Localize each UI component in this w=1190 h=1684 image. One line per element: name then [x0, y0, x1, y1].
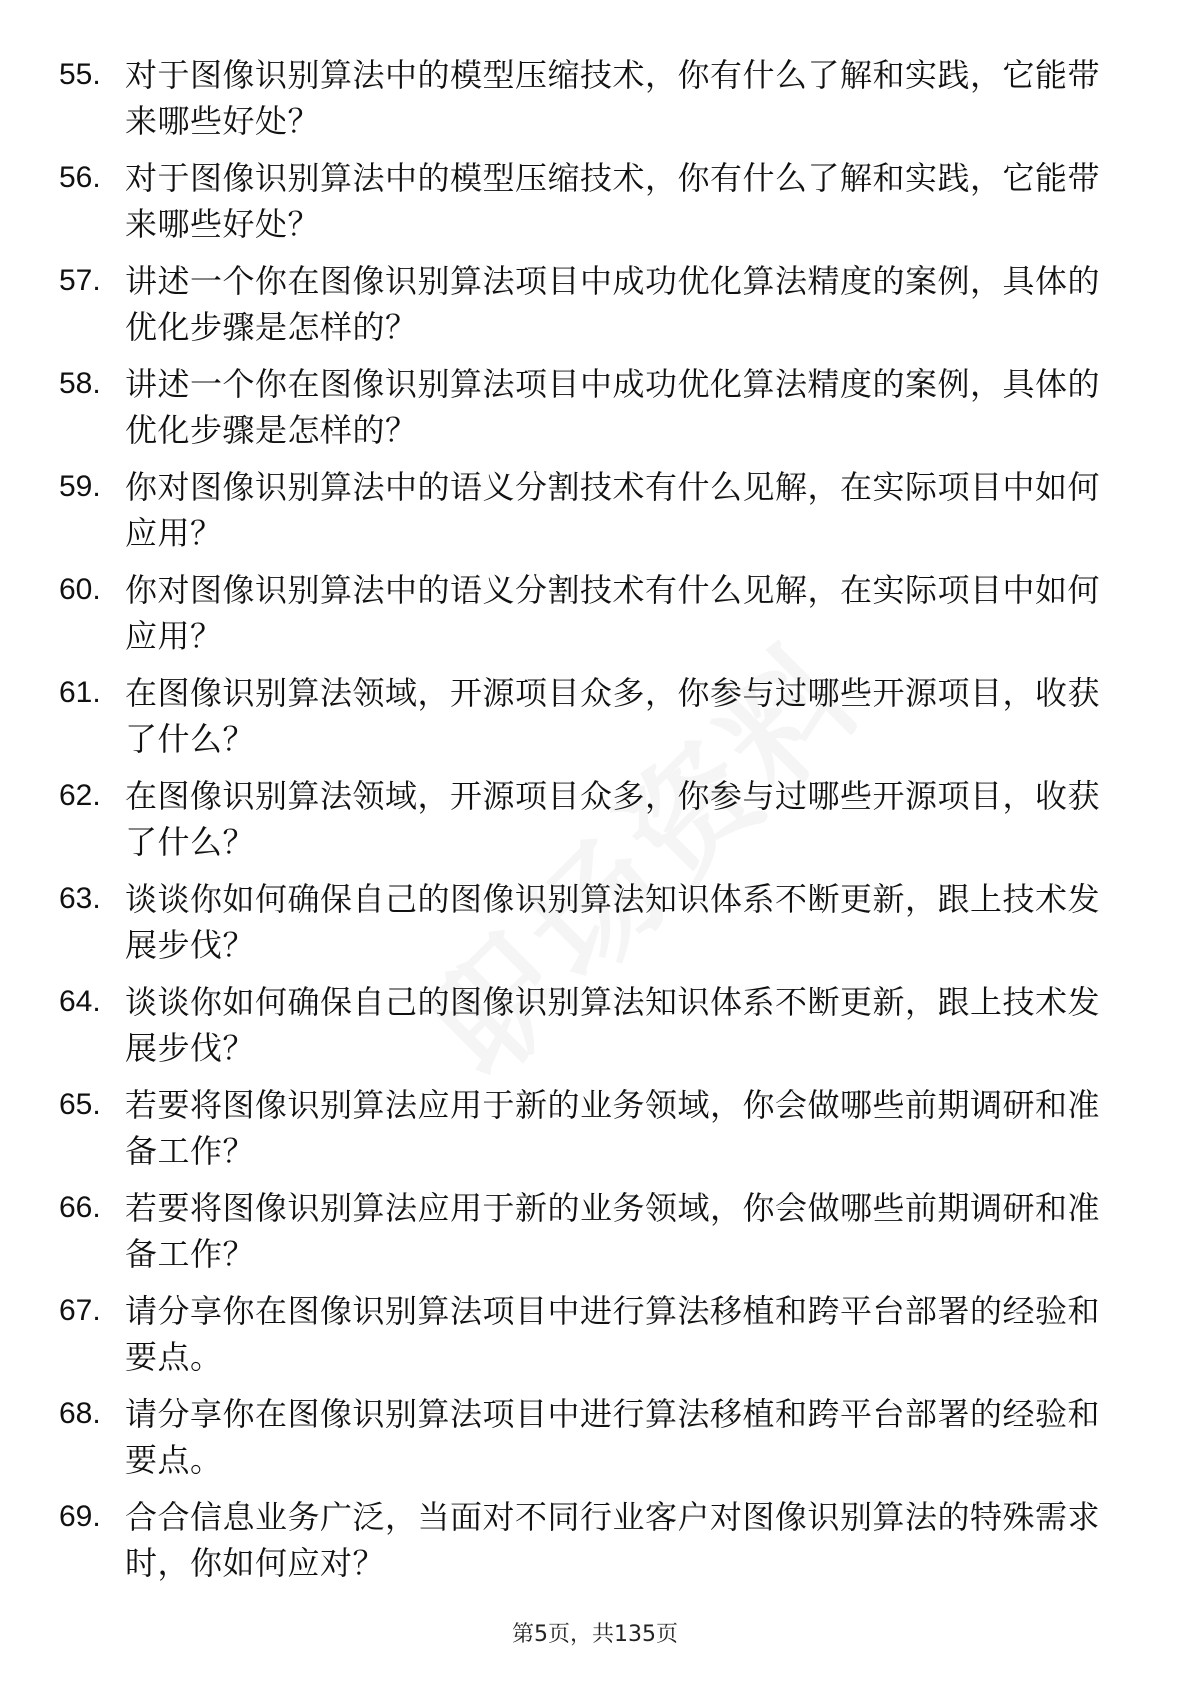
question-item — [59, 464, 1119, 567]
question-list — [59, 52, 1119, 1597]
question-item — [59, 1494, 1119, 1597]
question-number: 61. — [59, 676, 101, 709]
question-number: 67. — [59, 1294, 101, 1327]
question-item — [59, 1288, 1119, 1391]
question-number: 69. — [59, 1500, 101, 1533]
question-item — [59, 876, 1119, 979]
question-number: 68. — [59, 1397, 101, 1430]
question-text: 讲述一个你在图像识别算法项目中成功优化算法精度的案例，具体的优化步骤是怎样的？ — [125, 262, 1101, 346]
question-item — [59, 155, 1119, 258]
question-item — [59, 361, 1119, 464]
question-item — [59, 1185, 1119, 1288]
question-number: 55. — [59, 58, 101, 91]
question-text: 若要将图像识别算法应用于新的业务领域，你会做哪些前期调研和准备工作？ — [125, 1189, 1101, 1273]
question-number: 56. — [59, 161, 101, 194]
question-text: 对于图像识别算法中的模型压缩技术，你有什么了解和实践，它能带来哪些好处？ — [125, 56, 1101, 140]
question-number: 64. — [59, 985, 101, 1018]
question-text: 谈谈你如何确保自己的图像识别算法知识体系不断更新，跟上技术发展步伐？ — [125, 880, 1101, 964]
question-item — [59, 1082, 1119, 1185]
question-item — [59, 258, 1119, 361]
question-number: 60. — [59, 573, 101, 606]
question-text: 合合信息业务广泛，当面对不同行业客户对图像识别算法的特殊需求时，你如何应对？ — [125, 1498, 1101, 1582]
question-text: 谈谈你如何确保自己的图像识别算法知识体系不断更新，跟上技术发展步伐？ — [125, 983, 1101, 1067]
question-text: 请分享你在图像识别算法项目中进行算法移植和跨平台部署的经验和要点。 — [125, 1292, 1101, 1376]
question-item — [59, 567, 1119, 670]
question-text: 在图像识别算法领域，开源项目众多，你参与过哪些开源项目，收获了什么？ — [125, 777, 1101, 861]
question-item — [59, 1391, 1119, 1494]
question-text: 若要将图像识别算法应用于新的业务领域，你会做哪些前期调研和准备工作？ — [125, 1086, 1101, 1170]
question-text: 对于图像识别算法中的模型压缩技术，你有什么了解和实践，它能带来哪些好处？ — [125, 159, 1101, 243]
question-item — [59, 979, 1119, 1082]
page-footer: 第5页，共135页 — [512, 1622, 678, 1647]
question-text: 你对图像识别算法中的语义分割技术有什么见解，在实际项目中如何应用？ — [125, 468, 1101, 552]
question-item — [59, 52, 1119, 155]
question-text: 你对图像识别算法中的语义分割技术有什么见解，在实际项目中如何应用？ — [125, 571, 1101, 655]
question-number: 58. — [59, 367, 101, 400]
question-number: 63. — [59, 882, 101, 915]
question-number: 62. — [59, 779, 101, 812]
question-text: 请分享你在图像识别算法项目中进行算法移植和跨平台部署的经验和要点。 — [125, 1395, 1101, 1479]
question-number: 59. — [59, 470, 101, 503]
question-number: 65. — [59, 1088, 101, 1121]
question-item — [59, 670, 1119, 773]
question-number: 66. — [59, 1191, 101, 1224]
question-text: 在图像识别算法领域，开源项目众多，你参与过哪些开源项目，收获了什么？ — [125, 674, 1101, 758]
question-item — [59, 773, 1119, 876]
question-number: 57. — [59, 264, 101, 297]
question-text: 讲述一个你在图像识别算法项目中成功优化算法精度的案例，具体的优化步骤是怎样的？ — [125, 365, 1101, 449]
